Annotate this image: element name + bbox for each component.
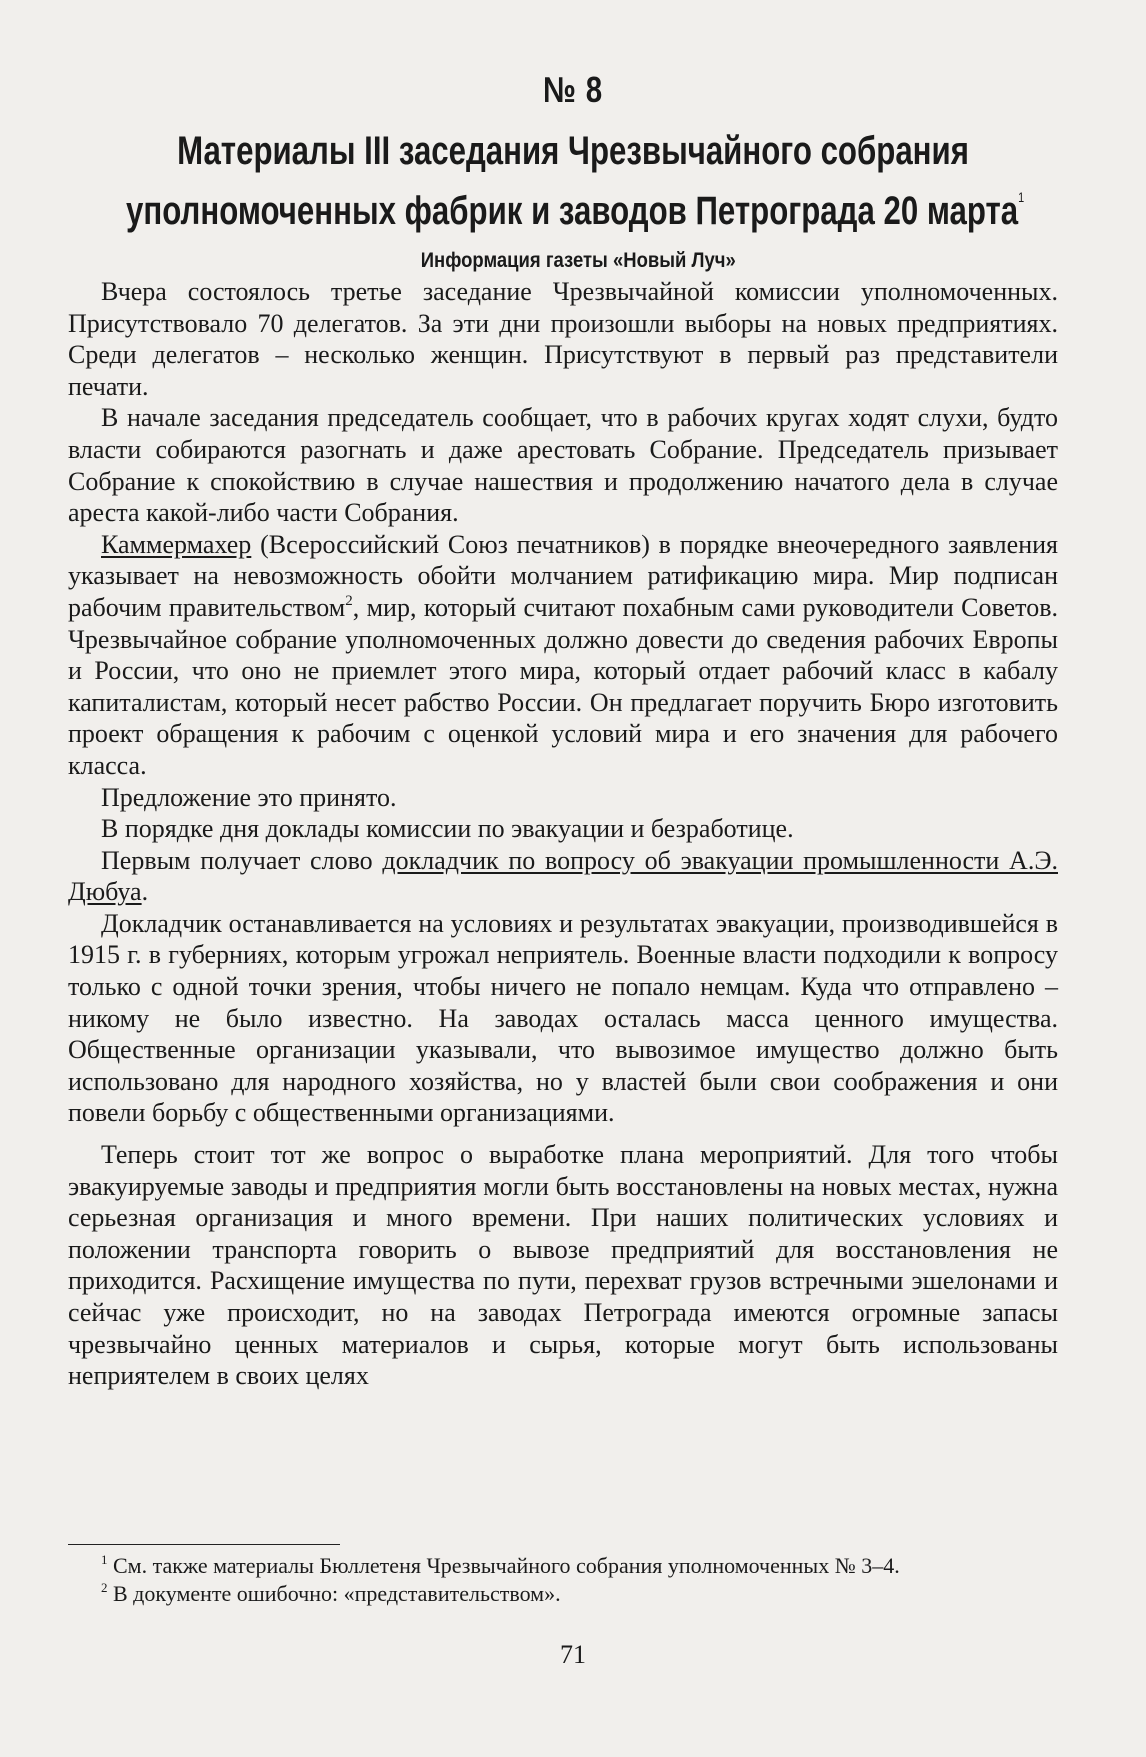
footnote-2-mark: 2: [101, 1580, 108, 1595]
paragraph-5: В порядке дня доклады комиссии по эвакуации и безработице.: [101, 814, 794, 844]
footnote-1: [68, 1552, 1058, 1580]
title-footnote-mark: 1: [1018, 189, 1025, 205]
paragraph-6-end: .: [141, 877, 149, 907]
paragraph-8: Теперь стоит тот же вопрос о выработке плана мероприятий. Для того чтобы эвакуируемые заводы и предприятия могли быть восстановлены на новых местах, нужна серьезная организация и много времени. При наших политических условиях и положении транспорта говорить о вывозе предприятий для восстановления не приходится. Расхищение имущества по пути, перехват грузов встречными эшелонами и сейчас уже происходит, но на заводах Петрограда имеются огромные запасы чрезвычайно ценных материалов и сырья, которые могут быть использованы неприятелем в своих целях: [68, 1140, 1058, 1391]
paragraph-7: Докладчик останавливается на условиях и результатах эвакуации, производившейся в 1915 г. в губерниях, которым угрожал неприятель. Военные власти подходили к вопросу только с одной точки зрения, чтобы ничего не попало немцам. Куда что отправлено – никому не было известно. На заводах осталась масса ценного имущества. Общественные организации указывали, что вывозимое имущество должно быть использовано для народного хозяйства, но у властей были свои соображения и они повели борьбу с общественными организациями.: [68, 908, 1058, 1128]
paragraph-6-text: Первым получает слово: [101, 845, 383, 875]
document-subtitle: Информация газеты «Новый Луч»: [420, 249, 736, 272]
speaker-title: докладчик по вопросу об эвакуации промышленности А.Э. Дюбуа: [68, 845, 1058, 907]
paragraph-6: [68, 845, 1058, 908]
paragraph-gap: [68, 1129, 1058, 1139]
body-text: [68, 276, 1058, 1392]
paragraph-1: Вчера состоялось третье заседание Чрезвычайной комиссии уполномоченных. Присутствовало 70 делегатов. За эти дни произошли выборы на новых предприятиях. Среди делегатов – несколько женщин. Присутствуют в первый раз представители печати.: [68, 277, 1058, 401]
paragraph-2: В начале заседания председатель сообщает, что в рабочих кругах ходят слухи, будто власти собираются разогнать и даже арестовать Собрание. Председатель призывает Собрание к спокойствию в случае нашествия и продолжению начатого дела в случае ареста какой-либо части Собрания.: [68, 403, 1058, 528]
paragraph-4: Предложение это принято.: [101, 782, 397, 812]
footnote-2: [68, 1580, 1058, 1608]
heading-block: [0, 68, 1146, 274]
paragraph-3-text-1: (Всероссийский Союз печатников) в порядке внеочередного заявления указывает на невозможность обойти молчанием ратификацию мира. Мир подписан рабочим правительством: [68, 529, 1058, 622]
footnotes: [68, 1552, 1058, 1608]
footnote-2-text: В документе ошибочно: «представительством».: [113, 1581, 561, 1606]
footnote-1-mark: 1: [101, 1552, 108, 1567]
title-line-2-text: уполномоченных фабрик и заводов Петрограда 20 марта: [126, 189, 1019, 233]
speaker-name: Каммермахер: [101, 529, 252, 559]
footnote-mark-2: 2: [345, 592, 353, 609]
title-line-2: [126, 174, 1025, 234]
paragraph-3-text-2: , мир, который считают похабным сами руководители Советов. Чрезвычайное собрание уполномоченных должно довести до сведения рабочих Европы и России, что оно не приемлет этого мира, который отдает рабочий класс в кабалу капиталистам, который несет рабство России. Он предлагает поручить Бюро изготовить проект обращения к рабочим с оценкой условий мира и его значения для рабочего класса.: [68, 592, 1058, 780]
footnote-1-text: См. также материалы Бюллетеня Чрезвычайного собрания уполномоченных № 3–4.: [113, 1553, 900, 1578]
paragraph-3: [68, 529, 1058, 782]
page-number: 71: [560, 1640, 586, 1669]
document-title: [126, 128, 1025, 234]
document-number: № 8: [543, 69, 603, 110]
footnote-divider: [68, 1544, 340, 1545]
title-line-1: Материалы III заседания Чрезвычайного собрания: [177, 129, 969, 173]
